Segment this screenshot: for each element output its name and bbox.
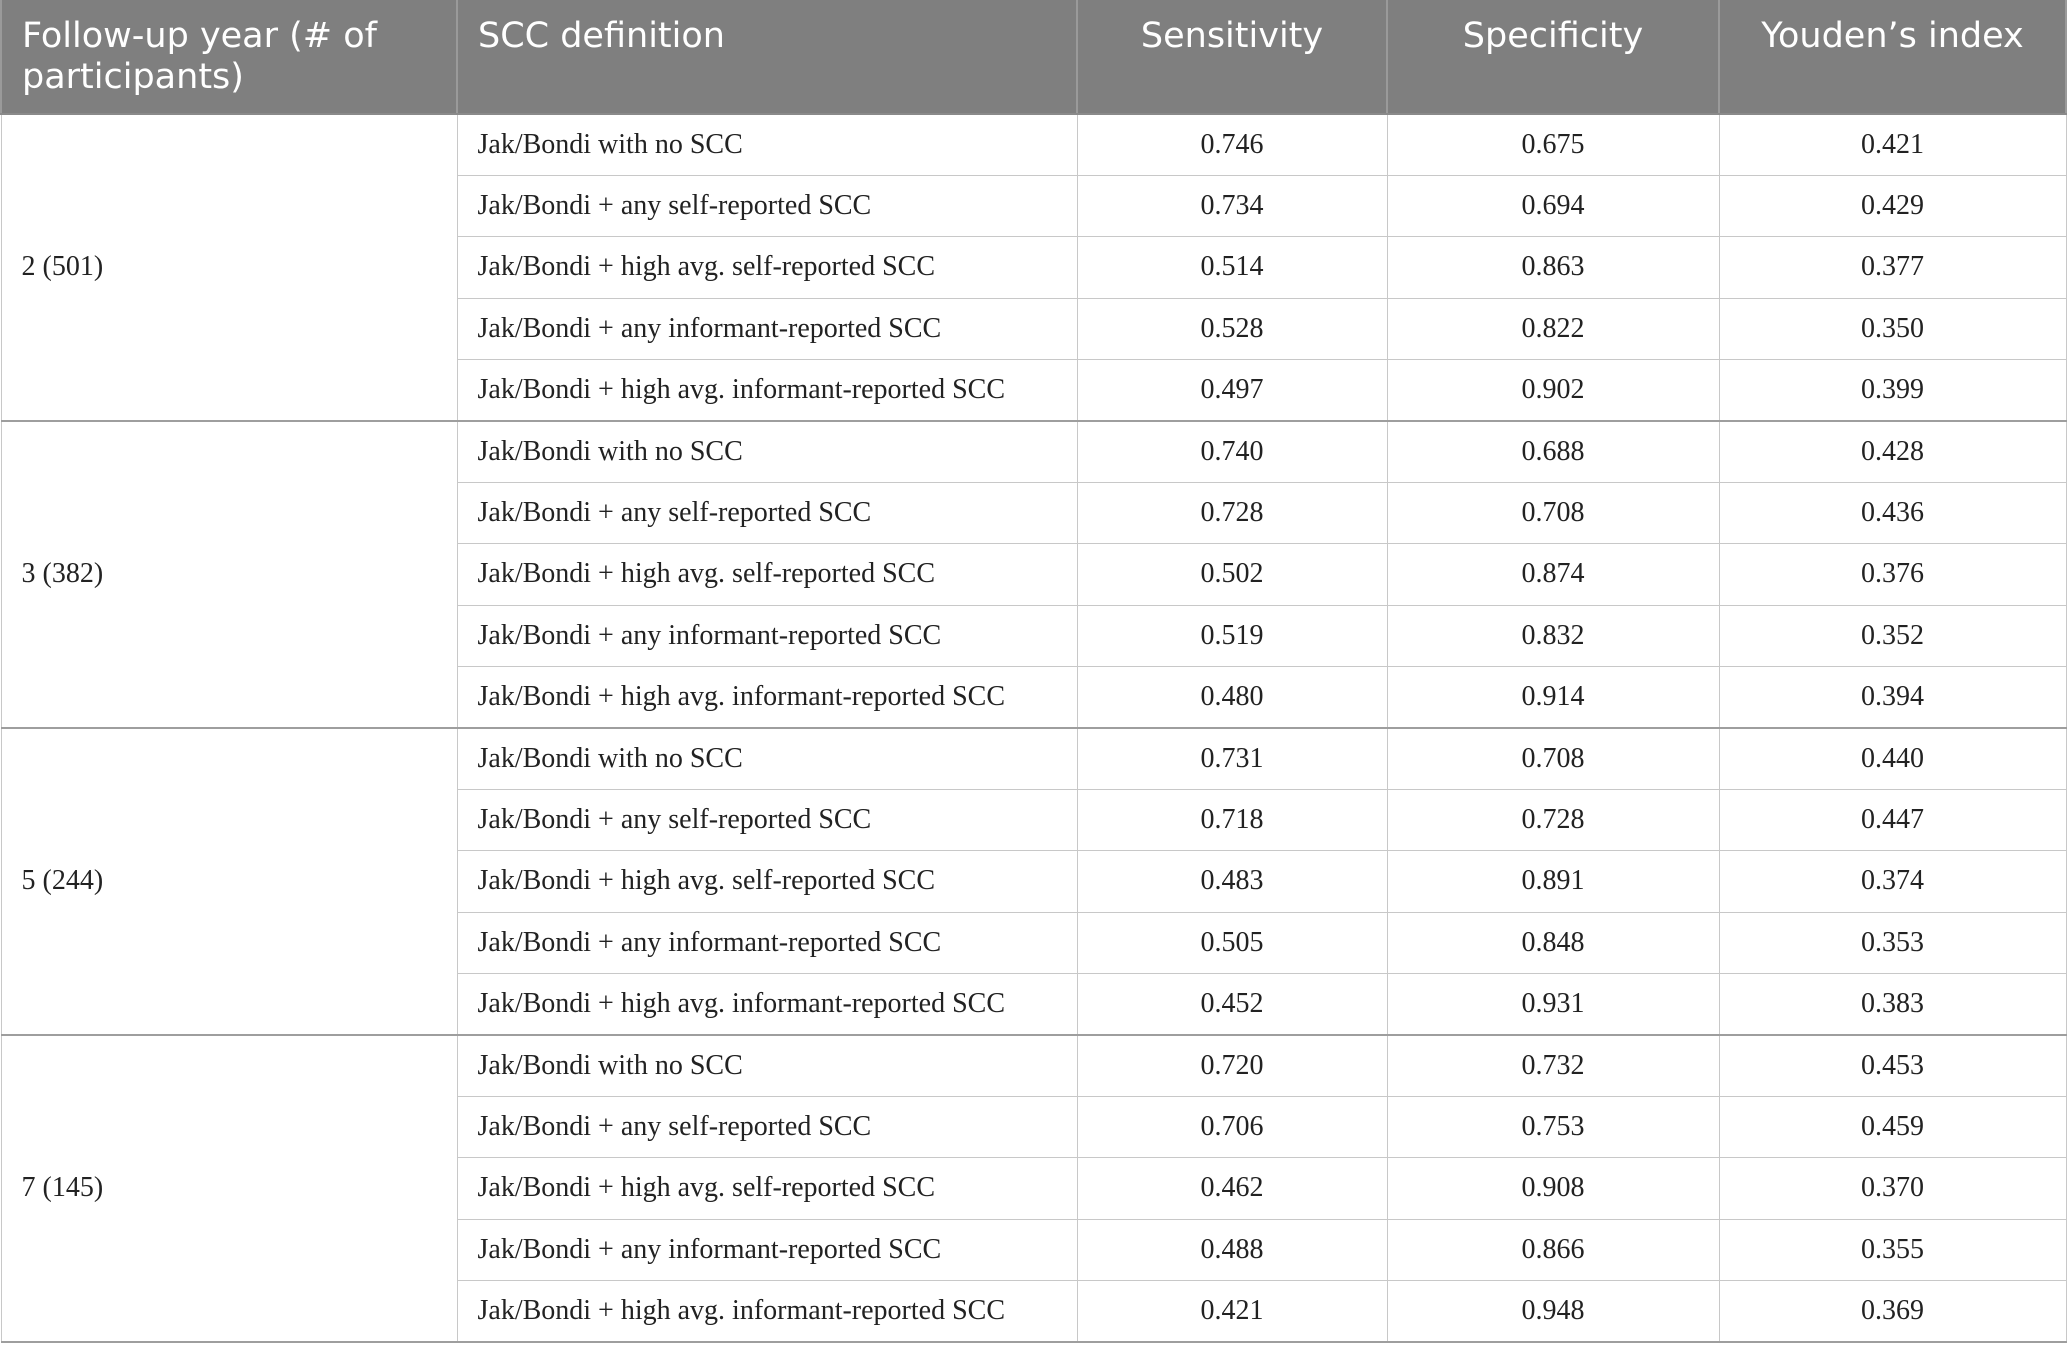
- sensitivity-cell: 0.480: [1077, 667, 1387, 728]
- specificity-cell: 0.728: [1387, 789, 1719, 850]
- youden-index-cell: 0.429: [1719, 175, 2066, 236]
- sensitivity-cell: 0.483: [1077, 851, 1387, 912]
- scc-definition-cell: Jak/Bondi + any self-reported SCC: [457, 789, 1077, 850]
- youden-index-cell: 0.383: [1719, 973, 2066, 1034]
- youden-index-cell: 0.459: [1719, 1096, 2066, 1157]
- youden-index-cell: 0.355: [1719, 1219, 2066, 1280]
- sensitivity-cell: 0.488: [1077, 1219, 1387, 1280]
- scc-definition-cell: Jak/Bondi + any informant-reported SCC: [457, 1219, 1077, 1280]
- table-body: [1, 114, 2066, 1342]
- table-row: [1, 114, 2066, 175]
- specificity-cell: 0.675: [1387, 114, 1719, 175]
- scc-definition-cell: Jak/Bondi + high avg. informant-reported SCC: [457, 667, 1077, 728]
- sensitivity-cell: 0.734: [1077, 175, 1387, 236]
- header-specificity: Specificity: [1387, 0, 1719, 114]
- youden-index-cell: 0.353: [1719, 912, 2066, 973]
- scc-definition-cell: Jak/Bondi + high avg. informant-reported SCC: [457, 1280, 1077, 1341]
- specificity-cell: 0.902: [1387, 360, 1719, 421]
- table-row: [1, 728, 2066, 789]
- sensitivity-cell: 0.497: [1077, 360, 1387, 421]
- sensitivity-cell: 0.720: [1077, 1035, 1387, 1096]
- specificity-cell: 0.822: [1387, 298, 1719, 359]
- specificity-cell: 0.866: [1387, 1219, 1719, 1280]
- scc-definition-cell: Jak/Bondi with no SCC: [457, 1035, 1077, 1096]
- scc-definition-cell: Jak/Bondi with no SCC: [457, 728, 1077, 789]
- specificity-cell: 0.848: [1387, 912, 1719, 973]
- specificity-cell: 0.931: [1387, 973, 1719, 1034]
- specificity-cell: 0.708: [1387, 482, 1719, 543]
- youden-index-cell: 0.374: [1719, 851, 2066, 912]
- sensitivity-cell: 0.502: [1077, 544, 1387, 605]
- youden-index-cell: 0.370: [1719, 1158, 2066, 1219]
- sensitivity-cell: 0.519: [1077, 605, 1387, 666]
- follow-up-year-cell: 5 (244): [1, 728, 457, 1035]
- follow-up-year-cell: 2 (501): [1, 114, 457, 421]
- header-follow-up-year: Follow-up year (# of participants): [1, 0, 457, 114]
- sensitivity-cell: 0.728: [1077, 482, 1387, 543]
- scc-definition-cell: Jak/Bondi + high avg. informant-reported SCC: [457, 360, 1077, 421]
- youden-index-cell: 0.394: [1719, 667, 2066, 728]
- sensitivity-cell: 0.706: [1077, 1096, 1387, 1157]
- specificity-cell: 0.908: [1387, 1158, 1719, 1219]
- scc-definition-cell: Jak/Bondi + any informant-reported SCC: [457, 605, 1077, 666]
- youden-index-cell: 0.376: [1719, 544, 2066, 605]
- specificity-cell: 0.708: [1387, 728, 1719, 789]
- header-scc-definition: SCC definition: [457, 0, 1077, 114]
- scc-definition-cell: Jak/Bondi + high avg. self-reported SCC: [457, 851, 1077, 912]
- specificity-cell: 0.688: [1387, 421, 1719, 482]
- scc-definition-cell: Jak/Bondi + high avg. self-reported SCC: [457, 1158, 1077, 1219]
- table-row: [1, 421, 2066, 482]
- sensitivity-cell: 0.740: [1077, 421, 1387, 482]
- youden-index-cell: 0.453: [1719, 1035, 2066, 1096]
- youden-index-cell: 0.428: [1719, 421, 2066, 482]
- youden-index-cell: 0.436: [1719, 482, 2066, 543]
- sensitivity-cell: 0.452: [1077, 973, 1387, 1034]
- header-sensitivity: Sensitivity: [1077, 0, 1387, 114]
- follow-up-year-cell: 3 (382): [1, 421, 457, 728]
- sensitivity-cell: 0.514: [1077, 237, 1387, 298]
- youden-index-cell: 0.369: [1719, 1280, 2066, 1341]
- sensitivity-cell: 0.718: [1077, 789, 1387, 850]
- table-row: [1, 1035, 2066, 1096]
- scc-definition-cell: Jak/Bondi + high avg. self-reported SCC: [457, 237, 1077, 298]
- sensitivity-cell: 0.462: [1077, 1158, 1387, 1219]
- scc-definition-cell: Jak/Bondi + any self-reported SCC: [457, 482, 1077, 543]
- scc-definition-cell: Jak/Bondi + any self-reported SCC: [457, 175, 1077, 236]
- specificity-cell: 0.753: [1387, 1096, 1719, 1157]
- youden-index-cell: 0.352: [1719, 605, 2066, 666]
- youden-index-cell: 0.377: [1719, 237, 2066, 298]
- specificity-cell: 0.694: [1387, 175, 1719, 236]
- specificity-cell: 0.832: [1387, 605, 1719, 666]
- sensitivity-cell: 0.421: [1077, 1280, 1387, 1341]
- youden-index-cell: 0.440: [1719, 728, 2066, 789]
- specificity-cell: 0.732: [1387, 1035, 1719, 1096]
- scc-definition-cell: Jak/Bondi + any self-reported SCC: [457, 1096, 1077, 1157]
- follow-up-year-cell: 7 (145): [1, 1035, 457, 1342]
- sensitivity-cell: 0.731: [1077, 728, 1387, 789]
- specificity-cell: 0.863: [1387, 237, 1719, 298]
- youden-index-cell: 0.350: [1719, 298, 2066, 359]
- scc-definition-cell: Jak/Bondi + high avg. informant-reported SCC: [457, 973, 1077, 1034]
- scc-definition-cell: Jak/Bondi with no SCC: [457, 421, 1077, 482]
- sensitivity-cell: 0.528: [1077, 298, 1387, 359]
- specificity-cell: 0.891: [1387, 851, 1719, 912]
- youden-index-cell: 0.447: [1719, 789, 2066, 850]
- scc-definition-cell: Jak/Bondi + any informant-reported SCC: [457, 298, 1077, 359]
- header-row: [1, 0, 2066, 114]
- specificity-cell: 0.948: [1387, 1280, 1719, 1341]
- youden-index-cell: 0.421: [1719, 114, 2066, 175]
- youden-index-cell: 0.399: [1719, 360, 2066, 421]
- header-youden-index: Youden’s index: [1719, 0, 2066, 114]
- specificity-cell: 0.874: [1387, 544, 1719, 605]
- table-header: [1, 0, 2066, 114]
- sensitivity-cell: 0.746: [1077, 114, 1387, 175]
- scc-definition-cell: Jak/Bondi + any informant-reported SCC: [457, 912, 1077, 973]
- sensitivity-cell: 0.505: [1077, 912, 1387, 973]
- scc-definition-cell: Jak/Bondi with no SCC: [457, 114, 1077, 175]
- specificity-cell: 0.914: [1387, 667, 1719, 728]
- scc-definition-cell: Jak/Bondi + high avg. self-reported SCC: [457, 544, 1077, 605]
